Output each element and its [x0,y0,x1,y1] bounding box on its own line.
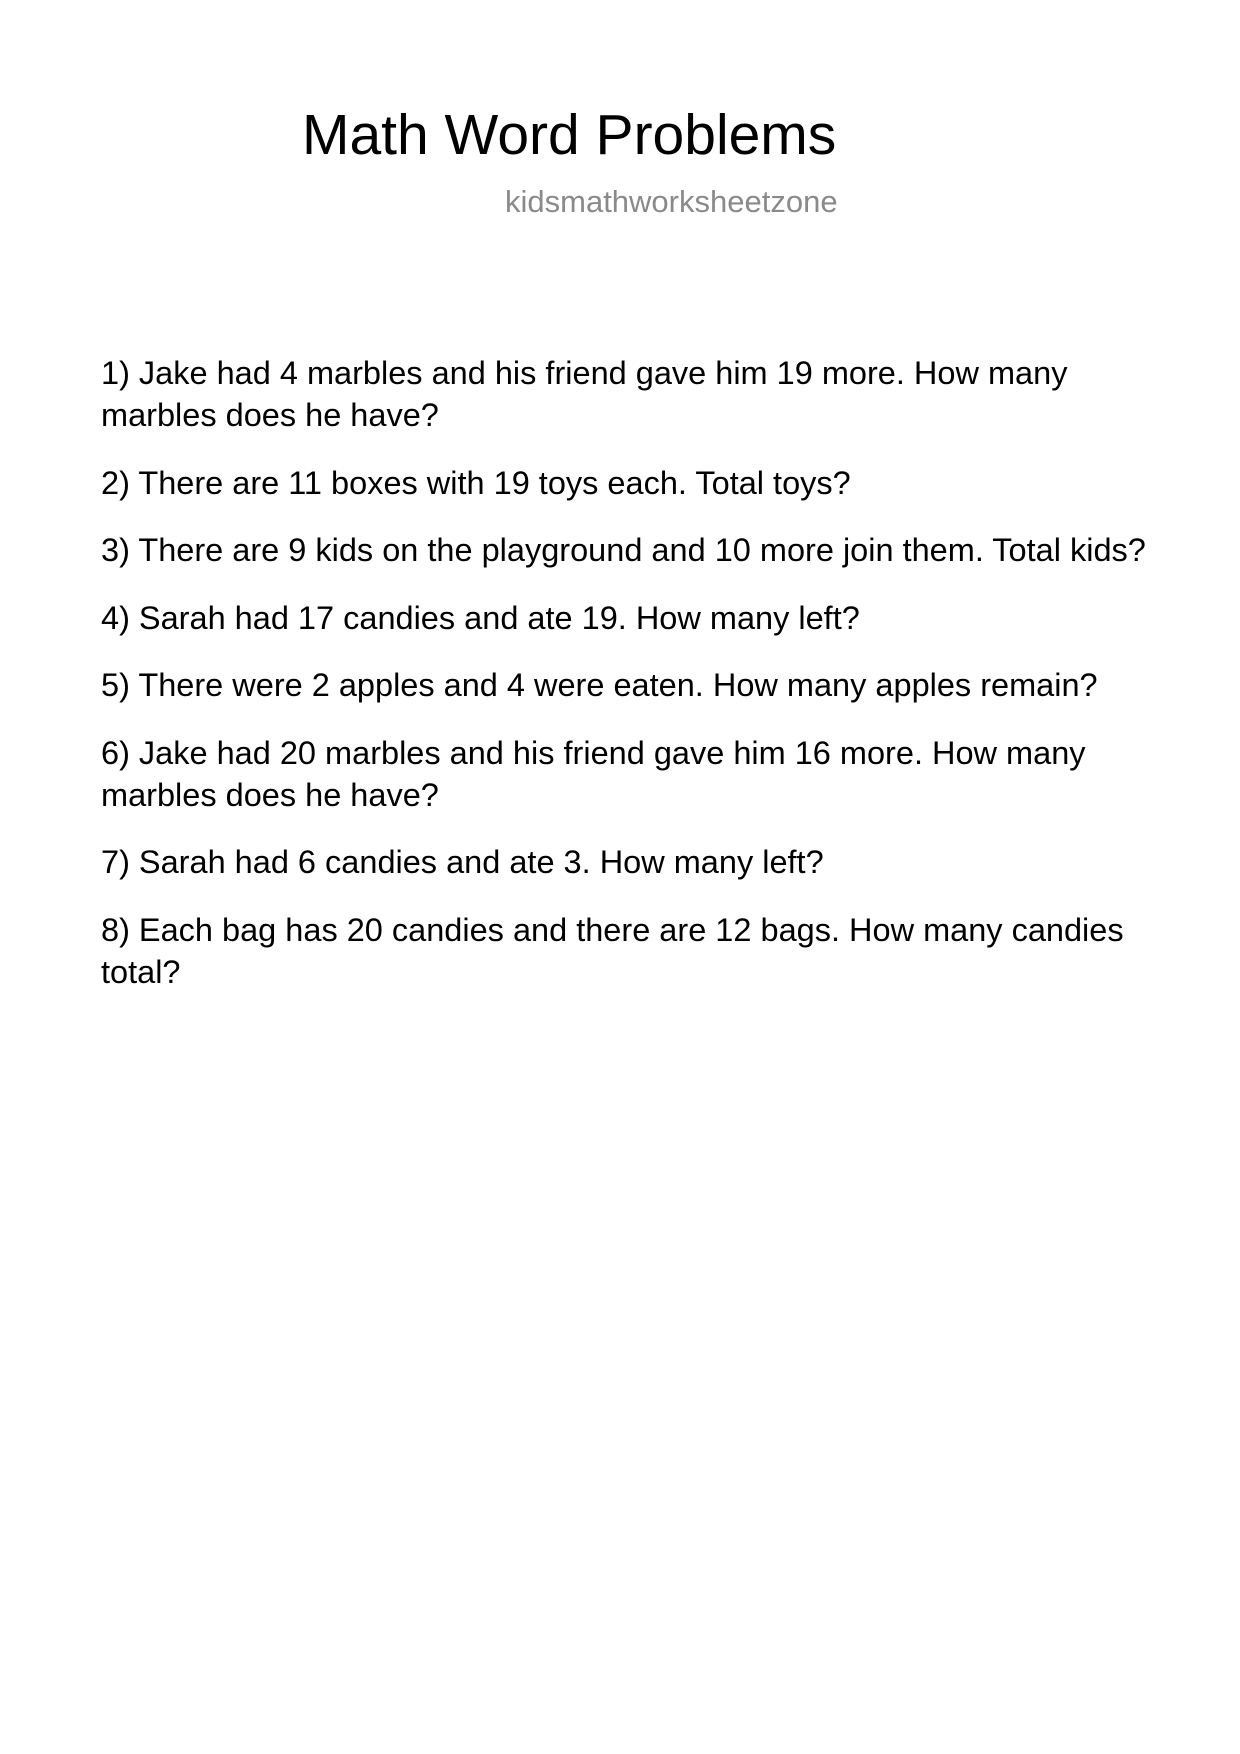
problem-item: 7) Sarah had 6 candies and ate 3. How many left? [101,844,824,880]
problem-item: 5) There were 2 apples and 4 were eaten. How many apples remain? [101,667,1098,703]
problem-item: 2) There are 11 boxes with 19 toys each. Total toys? [101,464,851,501]
problem-item: 3) There are 9 kids on the playground and 10 more join them. Total kids? [101,532,1146,568]
site-subtitle: kidsmathworksheetzone [505,184,838,219]
problem-item: 6) Jake had 20 marbles and his friend gave him 16 more. How many marbles does he have? [101,734,1086,813]
problem-item: 4) Sarah had 17 candies and ate 19. How many left? [101,599,860,636]
problem-item: 1) Jake had 4 marbles and his friend gave him 19 more. How many marbles does he have? [101,355,1068,433]
page-title: Math Word Problems [302,103,837,167]
problem-list [101,352,1151,1018]
problem-item: 8) Each bag has 20 candies and there are 12 bags. How many candies total? [101,911,1124,990]
